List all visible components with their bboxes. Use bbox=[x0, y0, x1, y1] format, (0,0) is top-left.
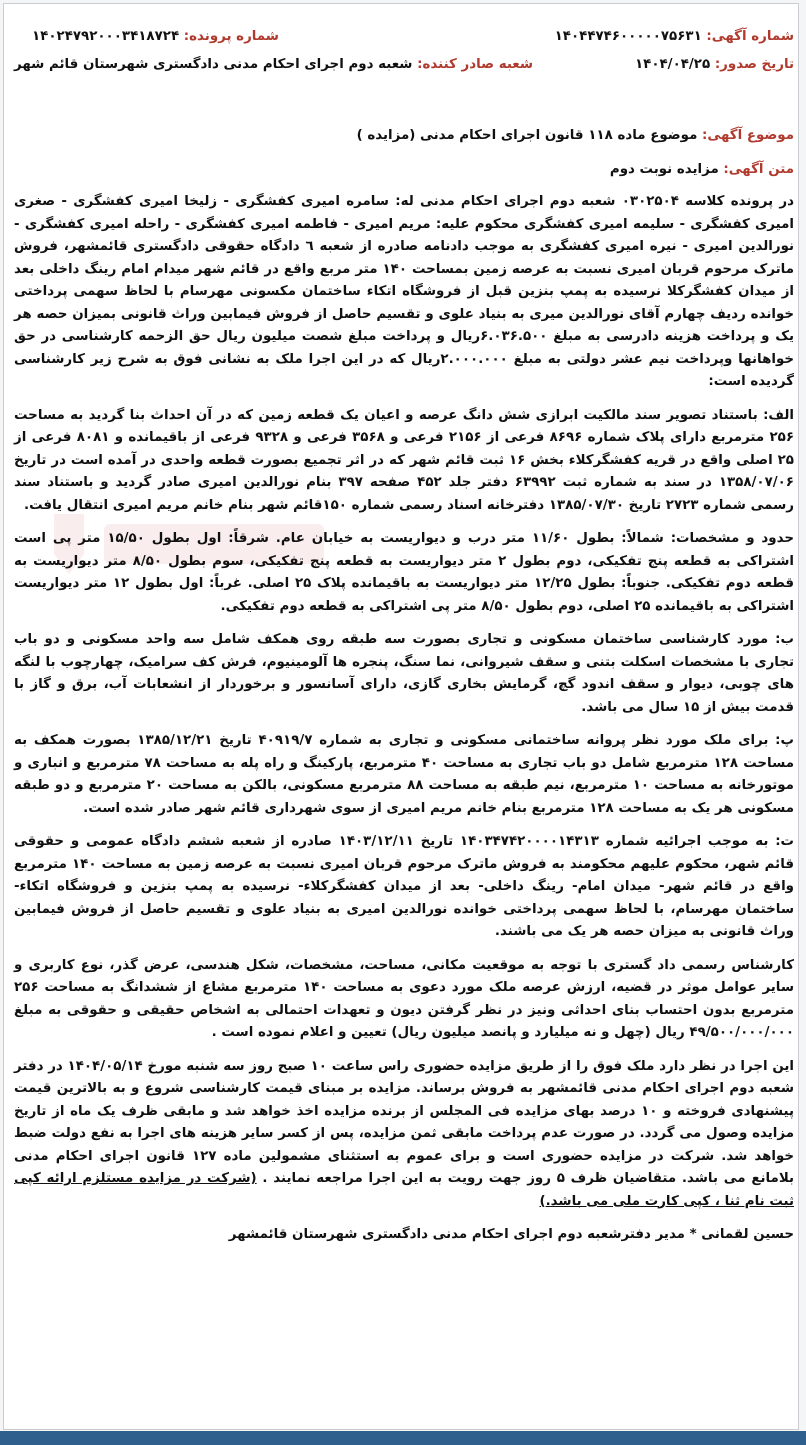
issue-date bbox=[635, 54, 794, 78]
ad-number-value: ۱۴۰۴۴۷۴۶۰۰۰۰۰۷۵۶۳۱ bbox=[554, 29, 702, 44]
paragraph-boundaries: حدود و مشخصات: شمالاً: بطول ۱۱/۶۰ متر درب و دیواریست به خیابان عام. شرقاً: اول بطول ۱۵/۵۰ متر پی است اشتراکی به قطعه پنج تفکیکی، دوم بطول ۲ متر دیواریست به قطعه پنج تفکیکی، سوم بطول ۸/۵۰ متر دیواریست به قطعه دوم تفکیکی. جنوباً: بطول ۱۲/۲۵ متر دیواریست به باقیمانده پلاک ۲۵ اصلی. غرباً: اول بطول ۱۲ متر دیواریست اشتراکی به باقیمانده ۲۵ اصلی، دوم بطول ۸/۵۰ متر پی اشتراکی به قطعه دوم تفکیکی. bbox=[14, 531, 794, 614]
paragraph-auction bbox=[14, 1056, 794, 1214]
subject-value: موضوع ماده ۱۱۸ قانون اجرای احکام مدنی (مزایده ) bbox=[356, 128, 698, 143]
bottom-bar bbox=[0, 1431, 806, 1445]
header-row-2 bbox=[14, 54, 794, 78]
issue-date-label: تاریخ صدور: bbox=[714, 57, 794, 72]
issuer-value: شعبه دوم اجرای احکام مدنی دادگستری شهرستان قائم شهر bbox=[14, 57, 413, 72]
case-number-value: ۱۴۰۲۴۷۹۲۰۰۰۳۴۱۸۷۲۴ bbox=[32, 29, 180, 44]
issue-date-value: ۱۴۰۴/۰۴/۲۵ bbox=[634, 57, 711, 72]
paragraph-intro: در پرونده کلاسه ۰۳۰۲۵۰۴ شعبه دوم اجرای احکام مدنی له: سامره امیری کفشگری - زلیخا امیری کفشگری - صغری امیری کفشگری - سلیمه امیری کفشگری محکوم علیه: مریم امیری - فاطمه امیری کفشگری - راحله امیری کفشگری - نورالدین امیری - نیره امیری کفشگری به موجب دادنامه صادره از شعبه ٦ دادگاه حقوقی دادگستری قائمشهر، فروش ماترک مرحوم قربان امیری نسبت به عرصه زمین بمساحت ۱۴۰ متر مربع واقع در قائم شهر میدام امام رینگ داخلی بعد از میدان کفشگرکلا نرسیده به پمپ بنزین قبل از فروشگاه اتکاء ساختمان مکسونی مهرسام با لحاظ سهمی پرداختی خوانده ردیف چهارم آقای نورالدین میری به بنیاد علوی و تقسیم حاصل از فروش فیمابین وراث قانونی بمیزان حصه هر یک و پرداخت هزینه دادرسی به مبلغ ۶.۰۳۶.۵۰۰ریال و پرداخت مبلغ شصت میلیون ریال حق الزحمه کارشناسی در حق خواهانها وپرداخت نیم عشر دولتی به مبلغ ۲.۰۰۰.۰۰۰ریال که در این اجرا ملک به نشانی فوق به شرح زیر کارشناسی گردیده است: bbox=[14, 194, 794, 389]
signature: حسین لقمانی * مدیر دفترشعبه دوم اجرای احکام مدنی دادگستری شهرستان قائمشهر bbox=[228, 1227, 794, 1242]
case-number-label: شماره پرونده: bbox=[183, 29, 279, 44]
paragraph-te: ت: به موجب اجرائیه شماره ۱۴۰۳۴۷۴۲۰۰۰۰۱۴۳۱۳ تاریخ ۱۴۰۳/۱۲/۱۱ صادره از شعبه ششم دادگاه عمومی و حقوقی قائم شهر، محکوم علیهم محکومند به فروش ماترک مرحوم قربان امیری نسبت به عرصه زمین به مساحت ۱۴۰ مترمربع واقع در قائم شهر- میدان امام- رینگ داخلی- بعد از میدان کفشگرکلاء- نرسیده به پمپ بنزین و فروشگاه اتکاء- ساختمان مهرسام، با لحاظ سهمی پرداختی خوانده نورالدین امیری به بنیاد علوی و تقسیم حاصل از فروش فیمابین وراث قانونی به میزان حصه هر یک می باشند. bbox=[14, 834, 795, 939]
paragraph-alef: الف: باستناد تصویر سند مالکیت ابرازی شش دانگ عرصه و اعیان یک قطعه زمین که در آن احداث بنا گردید به مساحت ۲۵۶ مترمربع دارای پلاک شماره ۸۶۹۶ فرعی از ۲۱۵۶ فرعی و ۳۵۶۸ فرعی و ۹۳۲۸ فرعی از باقیمانده و ۸۰۸۱ فرعی از ۲۵ اصلی واقع در قریه کفشگرکلاء بخش ۱۶ ثبت قائم شهر که در اثر تجمیع بصورت قطعه واحدی در آمده است در تاریخ ۱۳۵۸/۰۷/۰۶ در سند به شماره ثبت ۶۳۹۹۲ دفتر جلد ۴۵۲ صفحه ۳۹۷ بنام نورالدین امیری صادر گردید و باستناد سند رسمی شماره ۲۷۲۳ تاریخ ۱۳۸۵/۰۷/۳۰ دفترخانه اسناد رسمی شماره ۱۵۰قائم شهر بنام خانم مریم امیری انتقال یافت. bbox=[14, 407, 795, 513]
auction-text: این اجرا در نظر دارد ملک فوق را از طریق مزایده حضوری راس ساعت ۱۰ صبح روز سه شنبه مورخ ۱۴۰۴/۰۵/۱۴ در دفتر شعبه دوم اجرای احکام مدنی قائمشهر به فروش برساند. مزایده بر مبنای قیمت کارشناسی شروع و به بالاترین قیمت پیشنهادی فروخته و ۱۰ درصد بهای مزایده فی المجلس از برنده مزایده اخذ خواهد شد و مابقی ظرف یک ماه از تاریخ مزایده وصول می گردد. در صورت عدم پرداخت مابقی ثمن مزایده، پس از کسر سایر هزینه های اجرا به نفع دولت ضبط خواهد شد. شرکت در مزایده حضوری است و برای عموم به استثنای مشمولین ماده ۱۲۷ قانون اجرای احکام مدنی بلامانع می باشد. متقاضیان ظرف ۵ روز جهت رویت به این اجرا مراجعه نمایند . bbox=[14, 1058, 795, 1186]
auction-requirement: (شرکت در مزایده مستلزم ارائه کپی ثبت نام ثنا ، کپی کارت ملی می باشد.) bbox=[14, 1171, 794, 1209]
paragraph-pe: پ: برای ملک مورد نظر پروانه ساختمانی مسکونی و تجاری به شماره ۴۰۹۱۹/۷ تاریخ ۱۳۸۵/۱۲/۲۱ بصورت همکف به مساحت ۱۲۸ مترمربع شامل دو باب تجاری به مساحت ۴۰ مترمربع، پارکینگ و راه پله به مساحت ۷۸ مترمربع و انباری و موتورخانه به مساحت ۱۰ مترمربع، نیم طبقه به مساحت ۸۸ مترمربع مسکونی، بالکن به مساحت ۲۰ مترمربع و دو طبقه مسکونی هر یک به مساحت ۱۲۸ مترمربع بنام خانم مریم امیری از سوی شهرداری قائم شهر صادر شده است. bbox=[14, 733, 794, 816]
case-number bbox=[32, 26, 279, 50]
notice-body bbox=[14, 191, 794, 1258]
notice-subject bbox=[14, 125, 794, 148]
ad-number bbox=[555, 26, 794, 50]
notice-frame bbox=[3, 3, 799, 1430]
paragraph-be: ب: مورد کارشناسی ساختمان مسکونی و تجاری بصورت سه طبقه روی همکف شامل سه واحد مسکونی و دو باب تجاری با مشخصات اسکلت بتنی و سقف شیروانی، نما سنگ، پنجره ها آلومینیوم، فرش کف سرامیک، چهارچوب با لنگه های چوبی، دیوار و سقف اندود گچ، گرمایش بخاری گازی، دارای آسانسور و برخوردار از انشعابات آب، برق و گاز با قدمت بیش از ۱۵ سال می باشد. bbox=[14, 632, 794, 715]
notice-text-title bbox=[14, 159, 794, 182]
text-label: متن آگهی: bbox=[723, 162, 794, 177]
issuer-label: شعبه صادر کننده: bbox=[417, 57, 534, 72]
subject-label: موضوع آگهی: bbox=[702, 128, 794, 143]
ad-number-label: شماره آگهی: bbox=[706, 29, 794, 44]
paragraph-valuation: کارشناس رسمی داد گستری با توجه به موقعیت مکانی، مساحت، مشخصات، شکل هندسی، عرض گذر، نوع کاربری و سایر عوامل موثر در قضیه، ارزش عرصه ملک مورد دعوی به مساحت ۱۴۰ مترمربع مشاع از ششدانگ به مساحت ۲۵۶ مترمربع بدون احتساب بنای احداثی ونیز در نظر گرفتن دیون و تعهدات احتمالی به اشخاص حقیقی و حقوقی به مبلغ ۴۹/۵۰۰/۰۰۰/۰۰۰ ریال (چهل و نه میلیارد و پانصد میلیون ریال) تعیین و اعلام نموده است . bbox=[14, 957, 794, 1040]
text-label-value: مزایده نوبت دوم bbox=[609, 162, 719, 177]
issuer bbox=[14, 54, 533, 78]
header-row-1 bbox=[14, 26, 794, 50]
